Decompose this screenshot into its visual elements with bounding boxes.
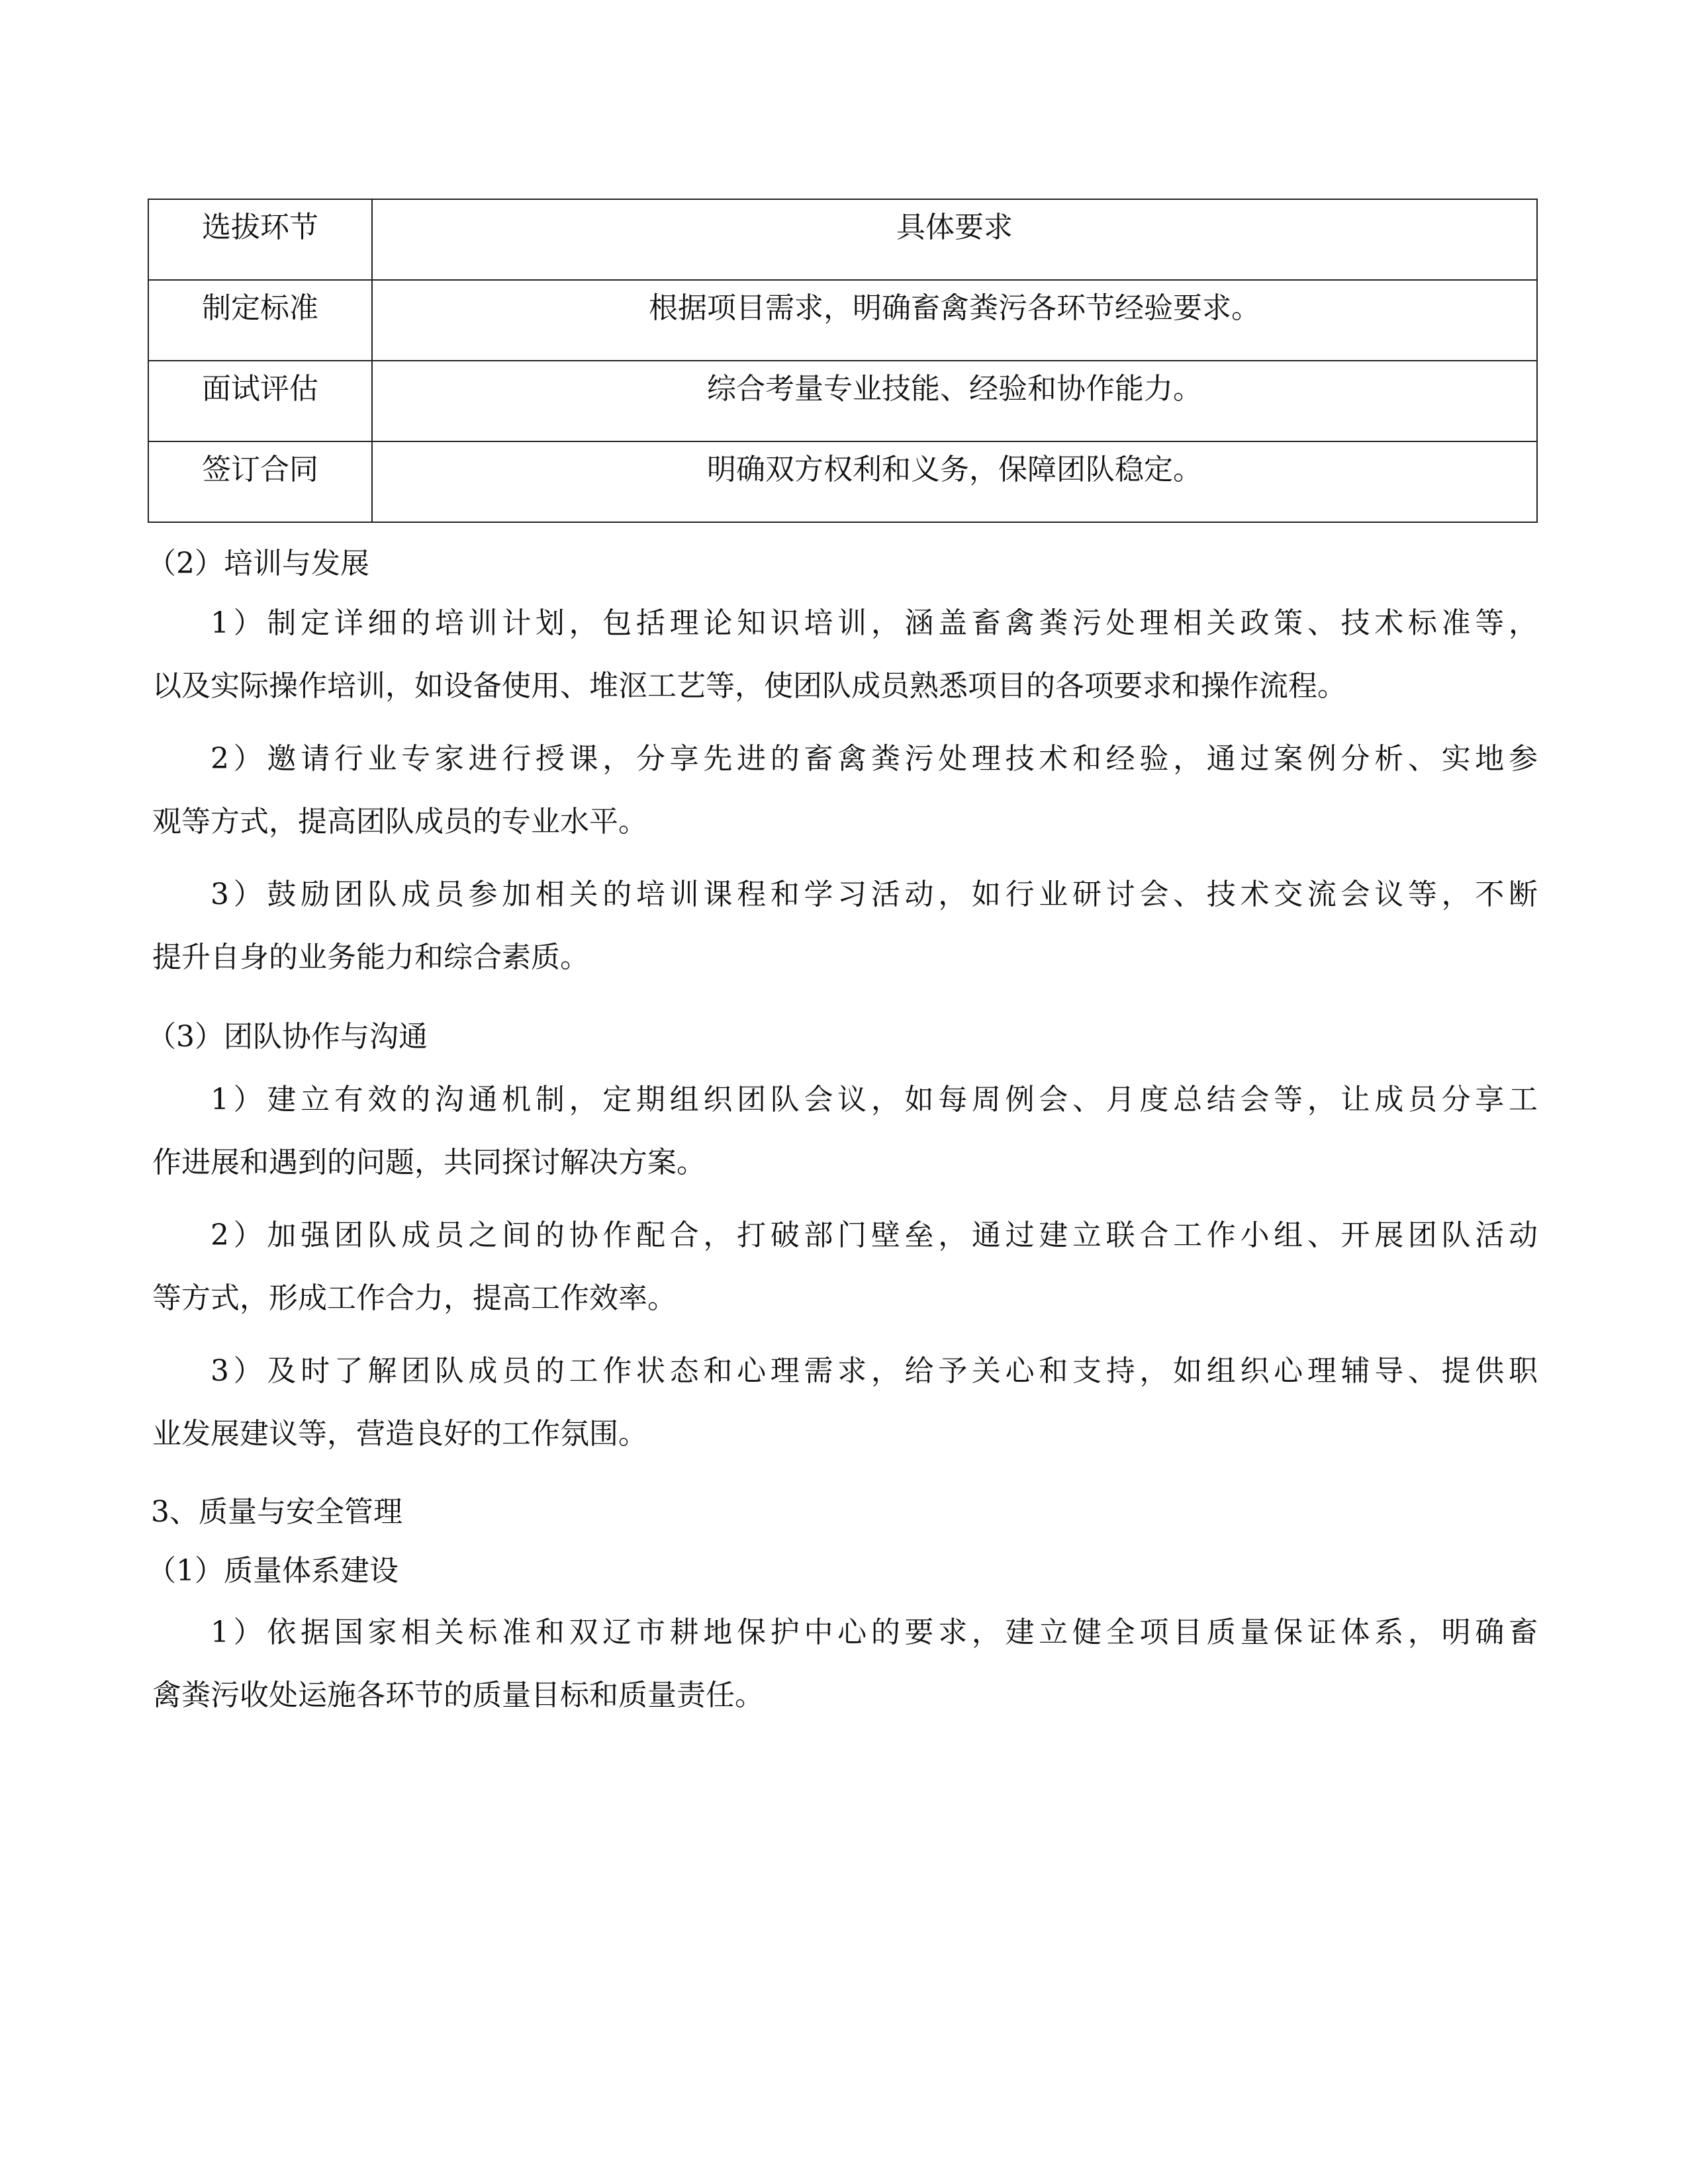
table-row (148, 280, 1537, 361)
paragraph-line: 提升自身的业务能力和综合素质。 (152, 940, 589, 974)
table-header-cell: 选拔环节 (148, 199, 372, 280)
paragraph-line: 2）邀请行业专家进行授课，分享先进的畜禽粪污处理技术和经验，通过案例分析、实地参 (211, 742, 1538, 776)
paragraph-line: 1）建立有效的沟通机制，定期组织团队会议，如每周例会、月度总结会等，让成员分享工 (211, 1083, 1538, 1116)
section-heading-quality-system: （1）质量体系建设 (147, 1554, 399, 1588)
table-cell: 面试评估 (148, 361, 372, 441)
paragraph-line: 1）依据国家相关标准和双辽市耕地保护中心的要求，建立健全项目质量保证体系，明确畜 (211, 1615, 1538, 1649)
table-cell: 综合考量专业技能、经验和协作能力。 (372, 361, 1537, 441)
paragraph-line: 3）鼓励团队成员参加相关的培训课程和学习活动，如行业研讨会、技术交流会议等，不断 (211, 878, 1538, 911)
paragraph-line: 2）加强团队成员之间的协作配合，打破部门壁垒，通过建立联合工作小组、开展团队活动 (211, 1218, 1538, 1252)
paragraph-line: 以及实际操作培训，如设备使用、堆沤工艺等，使团队成员熟悉项目的各项要求和操作流程。 (152, 669, 1346, 703)
table-cell: 明确双方权利和义务，保障团队稳定。 (372, 441, 1537, 522)
paragraph-line: 3）及时了解团队成员的工作状态和心理需求，给予关心和支持，如组织心理辅导、提供职 (211, 1354, 1538, 1388)
section-heading-training: （2）培训与发展 (147, 547, 369, 580)
table-header-cell: 具体要求 (372, 199, 1537, 280)
paragraph-line: 等方式，形成工作合力，提高工作效率。 (152, 1281, 677, 1315)
selection-requirements-table (148, 199, 1538, 523)
table-cell: 签订合同 (148, 441, 372, 522)
table-header-row (148, 199, 1537, 280)
table-cell: 根据项目需求，明确畜禽粪污各环节经验要求。 (372, 280, 1537, 361)
chapter-heading-quality: 3、质量与安全管理 (151, 1495, 402, 1529)
paragraph-line: 1）制定详细的培训计划，包括理论知识培训，涵盖畜禽粪污处理相关政策、技术标准等， (211, 606, 1538, 640)
paragraph-line: 业发展建议等，营造良好的工作氛围。 (152, 1417, 647, 1451)
table-cell: 制定标准 (148, 280, 372, 361)
section-heading-teamwork: （3）团队协作与沟通 (147, 1020, 428, 1054)
paragraph-line: 禽粪污收处运施各环节的质量目标和质量责任。 (152, 1678, 764, 1712)
table-row (148, 441, 1537, 522)
paragraph-line: 作进展和遇到的问题，共同探讨解决方案。 (152, 1146, 706, 1179)
paragraph-line: 观等方式，提高团队成员的专业水平。 (152, 805, 647, 839)
table-row (148, 361, 1537, 441)
